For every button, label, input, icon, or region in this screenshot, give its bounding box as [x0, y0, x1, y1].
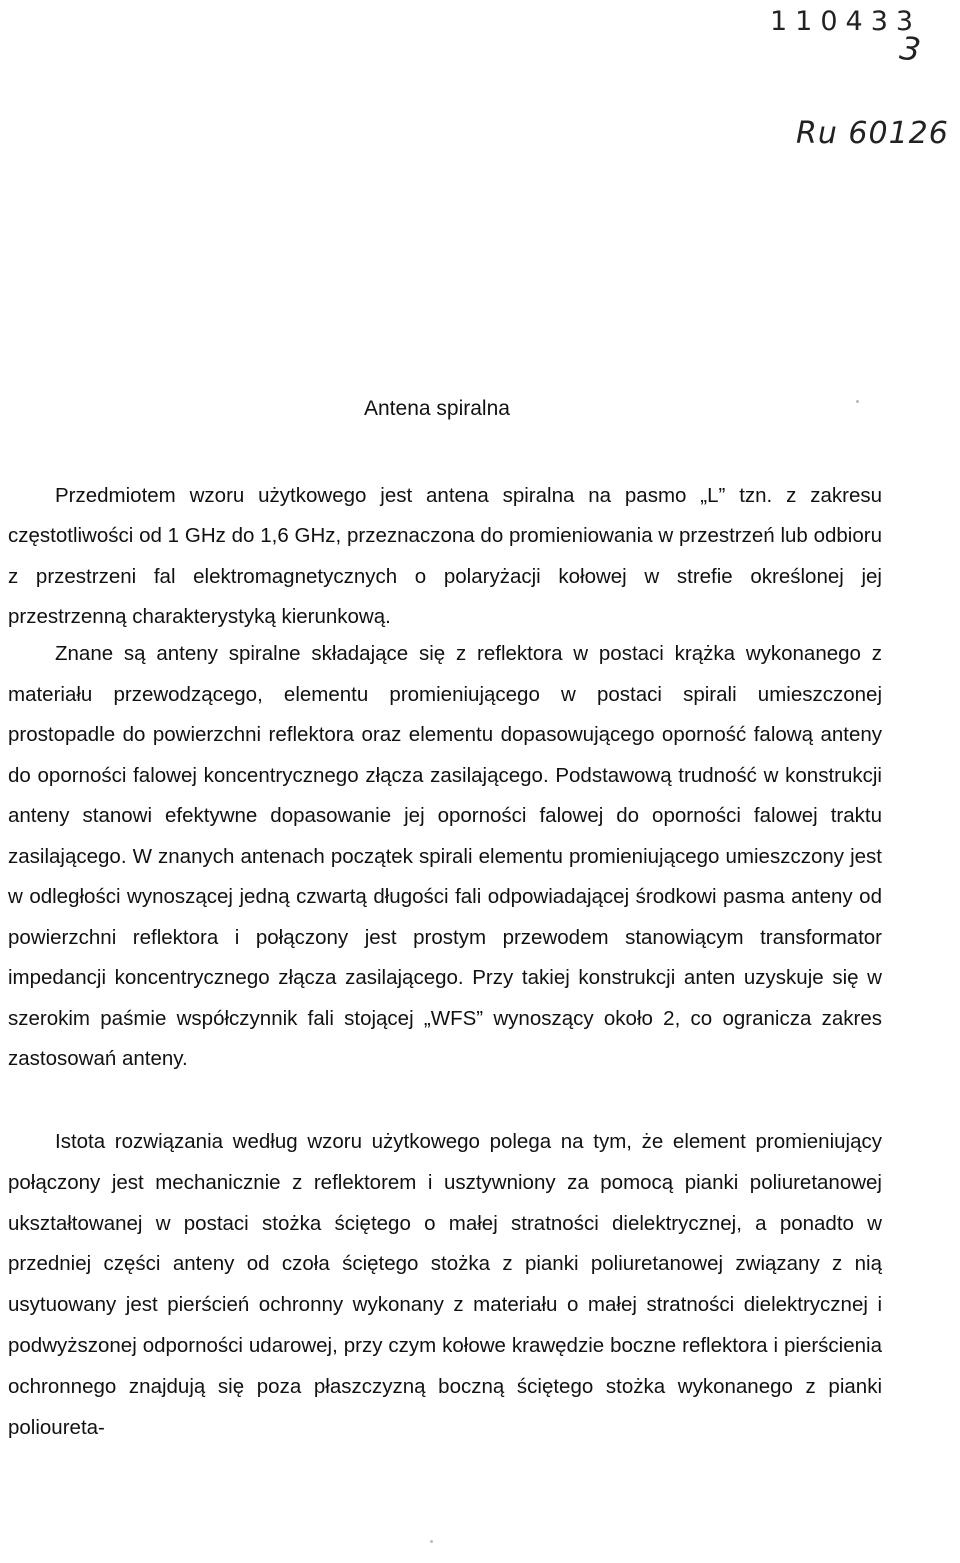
paragraph-subject: Przedmiotem wzoru użytkowego jest antena spiralna na pasmo „L” tzn. z zakresu częstotliwości od 1 GHz do 1,6 GHz, przeznaczona do promieniowania w przestrzeń lub odbioru z przestrzeni fal elektromagnetycznych o polaryżacji kołowej w strefie określonej jej przestrzenną charakterystyką kierunkową. — [8, 484, 882, 628]
handwritten-reference-code: Ru 60126 — [796, 116, 949, 151]
paragraph-prior-art: Znane są anteny spiralne składające się z reflektora w postaci krążka wykonanego z materiału przewodzącego, elementu promieniującego w postaci spirali umieszczonej prostopadle do powierzchni reflektora oraz elementu dopasowującego oporność falową anteny do oporności falowej koncentrycznego złącza zasilającego. Podstawową trudność w konstrukcji anteny stanowi efektywne dopasowanie jej oporności falowej do oporności falowej traktu zasilającego. W znanych antenach początek spirali elementu promieniującego umieszczony jest w odległości wynoszącej jedną czwartą długości fali odpowiadającej środkowi pasma anteny od powierzchni reflektora i połączony jest prostym przewodem stanowiącym transformator impedancji koncentrycznego złącza zasilającego. Przy takiej konstrukcji anten uzyskuje się w szerokim paśmie współczynnik fali stojącej „WFS” wynoszący około 2, co ogranicza zakres zastosowań anteny. — [8, 642, 882, 1070]
paragraph-essence: Istota rozwiązania według wzoru użytkowego polega na tym, że element promieniujący połączony jest mechanicznie z reflektorem i usztywniony za pomocą pianki poliuretanowej ukształtowanej w postaci stożka ściętego o małej stratności dielektrycznej, a ponadto w przedniej części anteny od czoła ściętego stożka z pianki poliuretanowej związany z nią usytuowany jest pierścień ochronny wykonany z materiału o małej stratności dielektrycznej i podwyższonej odporności udarowej, przy czym kołowe krawędzie boczne reflektora i pierścienia ochronnego znajdują się poza płaszczyzną boczną ściętego stożka wykonanego z pianki polioureta- — [8, 1130, 882, 1439]
handwritten-stamp-number: 110433 — [770, 6, 922, 37]
scan-speck — [430, 1540, 433, 1543]
handwritten-stamp-suffix: 3 — [897, 28, 923, 70]
scan-speck — [856, 400, 859, 403]
document-title: Antena spiralna — [364, 397, 510, 420]
